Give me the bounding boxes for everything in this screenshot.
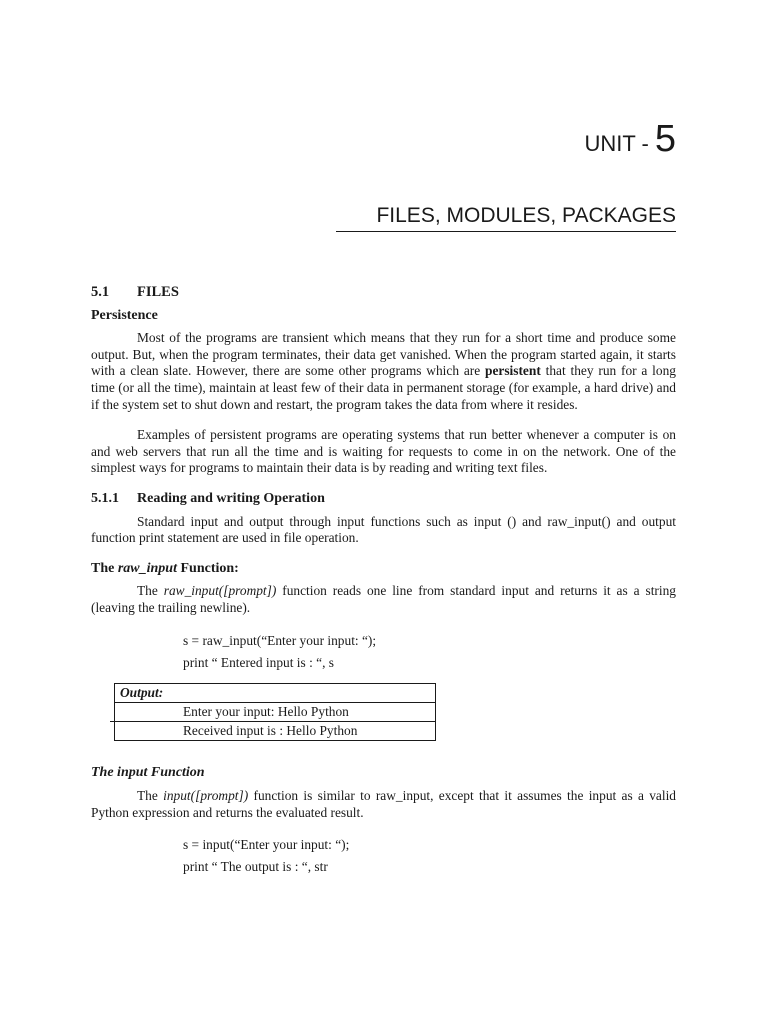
section-title: FILES [137, 284, 179, 300]
unit-label: UNIT - [584, 131, 649, 156]
paragraph-examples: Examples of persistent programs are operating systems that run better whenever a computer is on and web servers that run all the time and is waiting for requests to come in on the network. One of the simplest ways for programs to maintain their data is by reading and writing text files. [91, 427, 676, 476]
code-line: s = input(“Enter your input: “); [183, 837, 350, 853]
heading-text: Function: [176, 560, 239, 576]
code-line: print “ Entered input is : “, s [183, 654, 334, 670]
section-heading-5-1-1 [91, 491, 676, 508]
output-line: Enter your input: Hello Python [183, 703, 349, 719]
raw-input-heading [91, 561, 676, 578]
paragraph-persistence [91, 330, 676, 413]
paragraph-text: function reads one line from standard input and returns it as a string (leaving the trailing newline). [91, 583, 676, 615]
section-title: Reading and writing Operation [137, 490, 325, 506]
output-label: Output: [115, 683, 436, 702]
section-number: 5.1.1 [91, 490, 119, 506]
heading-text: The [91, 560, 118, 576]
paragraph-text: that they run for a long time (or all the time), maintain at least few of their data in permanent storage (for example, a hard drive) and if the system set to shut down and restart, the program takes the data from where it resides. [91, 363, 676, 412]
unit-heading [584, 118, 676, 161]
paragraph-text: The [137, 788, 164, 804]
page-content [91, 284, 676, 879]
function-signature: input([prompt]) [163, 788, 249, 804]
paragraph-reading-writing: Standard input and output through input functions such as input () and raw_input() and output function print statement are used in file operation. [91, 513, 676, 546]
section-heading-5-1 [91, 284, 676, 301]
heading-italic: raw_input [117, 560, 177, 576]
function-signature: raw_input([prompt]) [163, 583, 277, 599]
paragraph-raw-input [91, 583, 676, 616]
output-lines [115, 702, 436, 740]
paragraph-input [91, 788, 676, 821]
chapter-title: FILES, MODULES, PACKAGES [336, 204, 676, 232]
output-table [114, 683, 436, 741]
paragraph-text: function is similar to raw_input, except that it assumes the input as a valid Python expression and returns the evaluated result. [91, 788, 676, 820]
subheading-persistence: Persistence [91, 307, 158, 323]
paragraph-text: Most of the programs are transient which means that they run for a short time and produce some output. But, when the program terminates, their data get vanished. When the program started again, it starts with a clean slate. However, there are some other programs which are [91, 330, 676, 379]
code-block-input [183, 835, 676, 879]
input-function-heading: The input Function [91, 764, 205, 780]
code-block-raw-input [183, 631, 676, 675]
unit-number: 5 [654, 118, 676, 160]
bold-term: persistent [485, 363, 541, 379]
output-line: Received input is : Hello Python [110, 721, 435, 740]
code-line: print “ The output is : “, str [183, 859, 328, 875]
section-number: 5.1 [91, 284, 110, 300]
code-line: s = raw_input(“Enter your input: “); [183, 632, 377, 648]
paragraph-text: The [137, 583, 164, 599]
